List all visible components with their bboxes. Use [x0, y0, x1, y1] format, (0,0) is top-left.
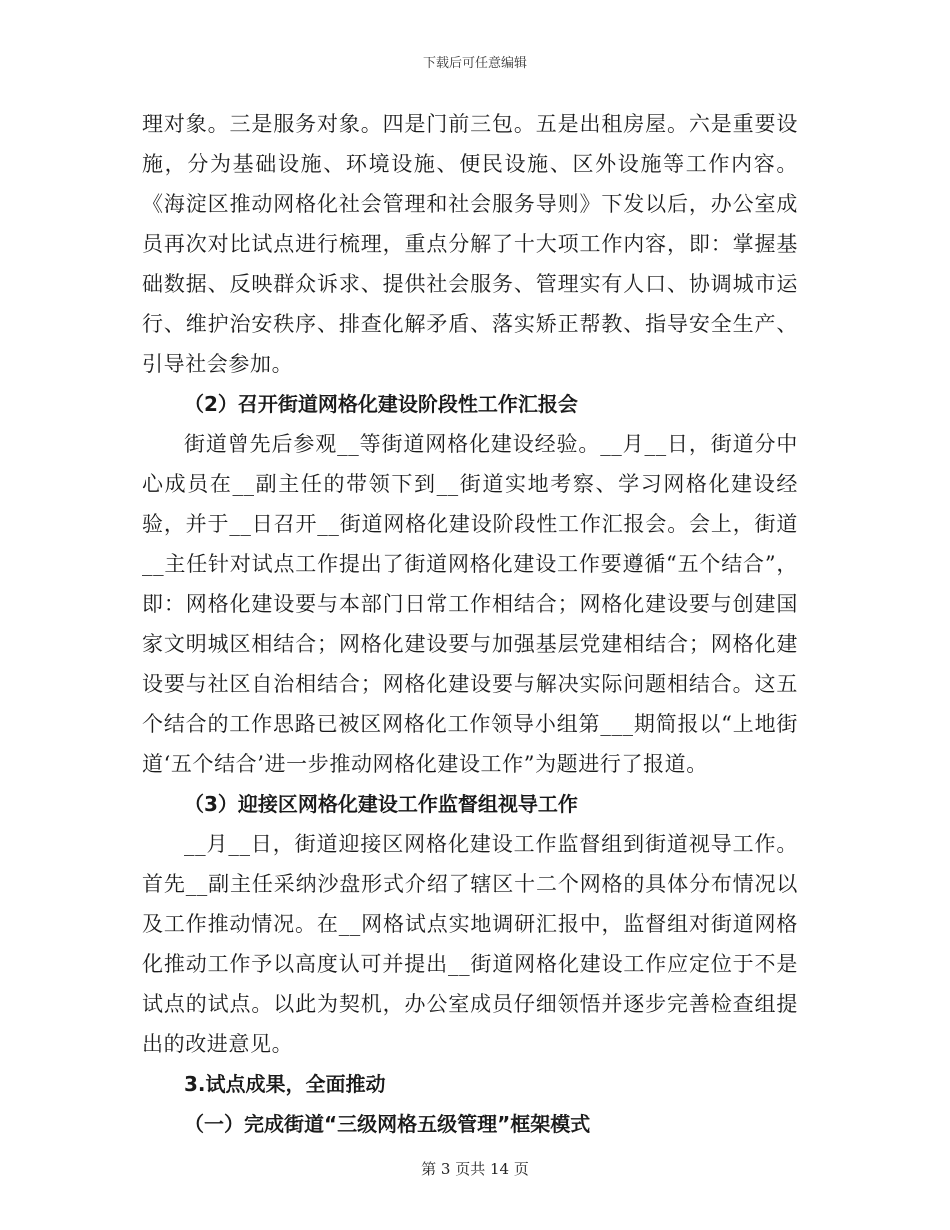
paragraph-3: __月__日，街道迎接区网格化建设工作监督组到街道视导工作。首先__副主任采纳沙盘形式介绍了辖区十二个网格的具体分布情况以及工作推动情况。在__网格试点实地调研汇报中，监督组对街道网格化推动工作予以高度认可并提出__街道网格化建设工作应定位于不是试点的试点。以此为契机，办公室成员仔细领悟并逐步完善检查组提出的改进意见。 — [142, 832, 798, 1056]
header-note: 下载后可任意编辑 — [422, 56, 527, 71]
paragraph-2: 街道曾先后参观__等街道网格化建设经验。__月__日，街道分中心成员在__副主任的带领下到__街道实地考察、学习网格化建设经验，并于__日召开__街道网格化建设阶段性工作汇报会。会上，街道__主任针对试点工作提出了街道网格化建设工作要遵循“五个结合”，即：网格化建设要与本部门日常工作相结合；网格化建设要与创建国家文明城区相结合；网格化建设要与加强基层党建相结合；网格化建设要与社区自治相结合；网格化建设要与解决实际问题相结合。这五个结合的工作思路已被区网格化工作领导小组第___期简报以“上地街道‘五个结合’进一步推动网格化建设工作”为题进行了报道。 — [142, 432, 798, 776]
document-body — [142, 104, 798, 1144]
page-number: 第 3 页共 14 页 — [421, 1160, 529, 1178]
heading-subsection-1: （一）完成街道“三级网格五级管理”框架模式 — [184, 1112, 591, 1136]
heading-section-2: （2）召开街道网格化建设阶段性工作汇报会 — [184, 392, 578, 416]
heading-section-3: （3）迎接区网格化建设工作监督组视导工作 — [184, 792, 578, 816]
heading-section-4: 3.试点成果，全面推动 — [184, 1072, 386, 1096]
paragraph-1: 理对象。三是服务对象。四是门前三包。五是出租房屋。六是重要设施，分为基础设施、环境设施、便民设施、区外设施等工作内容。《海淀区推动网格化社会管理和社会服务导则》下发以后，办公室成员再次对比试点进行梳理，重点分解了十大项工作内容，即：掌握基础数据、反映群众诉求、提供社会服务、管理实有人口、协调城市运行、维护治安秩序、排查化解矛盾、落实矫正帮教、指导安全生产、引导社会参加。 — [142, 112, 798, 376]
